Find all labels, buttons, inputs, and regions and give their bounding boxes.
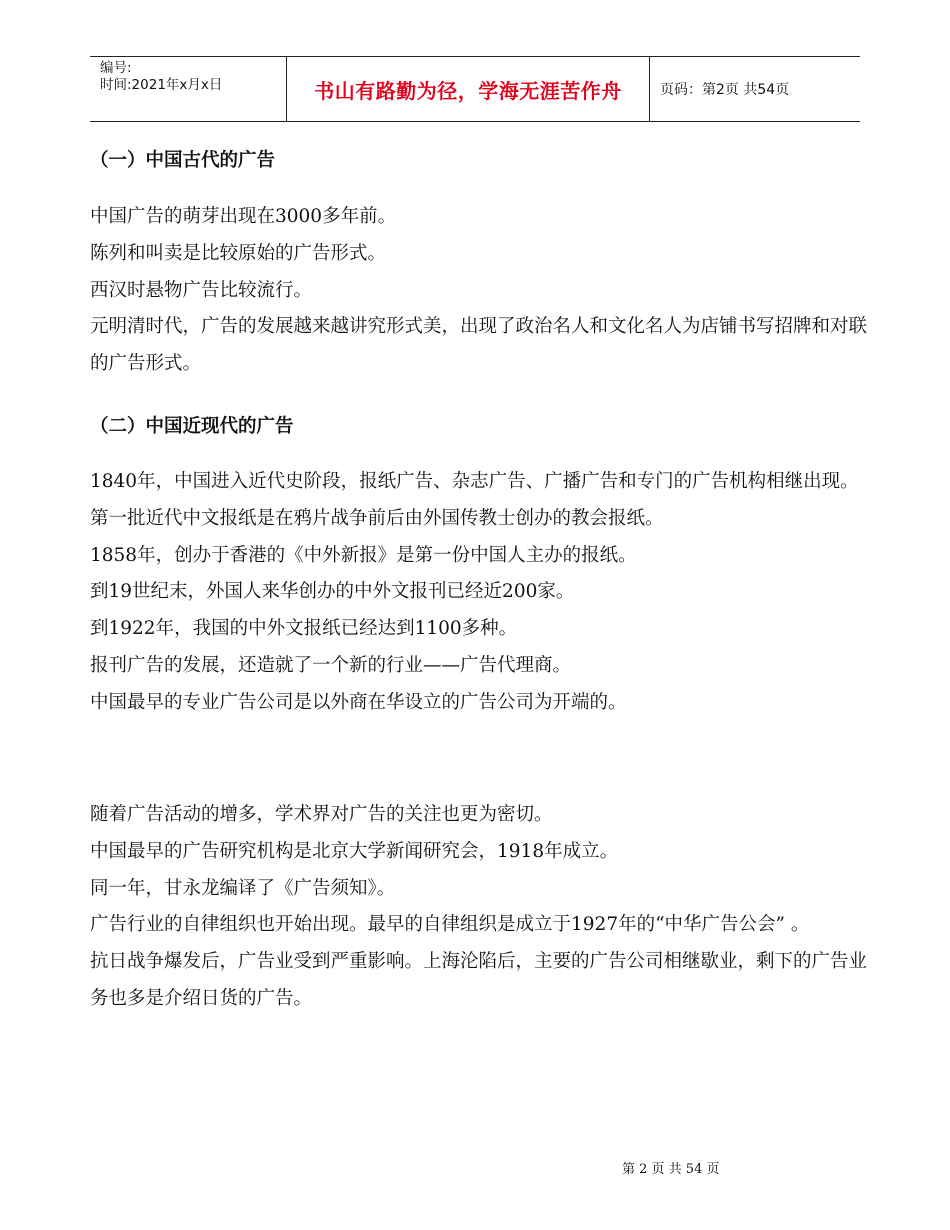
section-2-body-a bbox=[90, 464, 870, 722]
paragraph-line: 到19世纪末，外国人来华创办的中外文报刊已经近200家。 bbox=[90, 581, 575, 603]
paragraph-line: 元明清时代，广告的发展越来越讲究形式美，出现了政治名人和文化名人为店铺书写招牌和对联的广告形式。 bbox=[90, 316, 868, 375]
paragraph-line: 抗日战争爆发后，广告业受到严重影响。上海沦陷后，主要的广告公司相继歇业，剩下的广告业务也多是介绍日货的广告。 bbox=[90, 951, 868, 1009]
header-motto: 书山有路勤为径，学海无涯苦作舟 bbox=[286, 57, 650, 121]
section-1-heading: （一）中国古代的广告 bbox=[90, 150, 276, 171]
document-time-label: 时间:2021年x月x日 bbox=[100, 77, 223, 93]
paragraph-line: 中国广告的萌芽出现在3000多年前。 bbox=[90, 206, 397, 227]
page-header bbox=[90, 56, 860, 122]
paragraph-line: 中国最早的广告研究机构是北京大学新闻研究会，1918年成立。 bbox=[90, 840, 619, 862]
paragraph-line: 1840年，中国进入近代史阶段，报纸广告、杂志广告、广播广告和专门的广告机构相继出现。 bbox=[90, 471, 859, 492]
document-number-label: 编号: bbox=[100, 60, 132, 76]
header-page-info: 页码：第2页 共54页 bbox=[660, 82, 790, 98]
header-meta bbox=[90, 57, 286, 121]
section-2-body-b bbox=[90, 797, 870, 1018]
paragraph-line: 随着广告活动的增多，学术界对广告的关注也更为密切。 bbox=[90, 804, 553, 825]
page-footer: 第 2 页 共 54 页 bbox=[622, 1162, 720, 1177]
paragraph-line: 第一批近代中文报纸是在鸦片战争前后由外国传教士创办的教会报纸。 bbox=[90, 507, 664, 529]
paragraph-line: 报刊广告的发展，还造就了一个新的行业——广告代理商。 bbox=[90, 654, 572, 676]
paragraph-line: 1858年，创办于香港的《中外新报》是第一份中国人主办的报纸。 bbox=[90, 544, 637, 566]
paragraph-line: 陈列和叫卖是比较原始的广告形式。 bbox=[90, 242, 387, 264]
section-1-body bbox=[90, 199, 870, 383]
paragraph-line: 同一年，甘永龙编译了《广告须知》。 bbox=[90, 877, 396, 899]
paragraph-line: 中国最早的专业广告公司是以外商在华设立的广告公司为开端的。 bbox=[90, 691, 627, 713]
paragraph-line: 到1922年，我国的中外文报纸已经达到1100多种。 bbox=[90, 618, 518, 640]
paragraph-line: 广告行业的自律组织也开始出现。最早的自律组织是成立于1927年的“中华广告公会” 。 bbox=[90, 914, 810, 936]
paragraph-line: 西汉时悬物广告比较流行。 bbox=[90, 279, 313, 301]
section-2-heading: （二）中国近现代的广告 bbox=[90, 416, 294, 437]
